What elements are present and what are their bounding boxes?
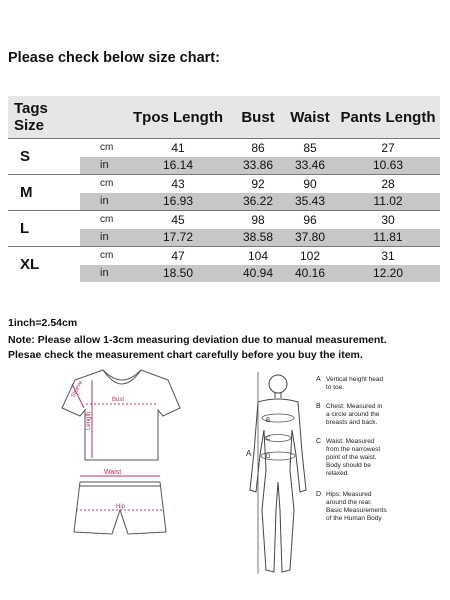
table-cell: 96 [284, 211, 336, 229]
legend-c-line-3: point of the waist. [326, 454, 377, 461]
table-cell: 31 [336, 247, 440, 265]
table-cell: 30 [336, 211, 440, 229]
size-label: S [8, 139, 80, 175]
deviation-note: Note: Please allow 1-3cm measuring deviation due to manual measurement. [8, 334, 387, 346]
legend-d-line-3: Basic Measurements [326, 507, 387, 514]
unit-cell: in [80, 157, 124, 175]
table-cell: 16.93 [124, 193, 232, 211]
legend-c-line-4: Body should be [326, 462, 371, 469]
tags-header-label: Tags [14, 100, 48, 117]
column-header: Waist [284, 96, 336, 139]
table-row [8, 211, 440, 229]
body-guide-legend [316, 376, 387, 522]
table-cell: 37.80 [284, 229, 336, 247]
length-label: Length [86, 411, 92, 430]
hip-label: Hip [116, 504, 126, 510]
body-measure-marks [258, 372, 295, 574]
notes-block [8, 316, 387, 363]
column-header: Bust [232, 96, 284, 139]
legend-c-line-5: relaxed. [326, 470, 350, 477]
conversion-note: 1inch=2.54cm [8, 317, 78, 329]
legend-c-line-2: from the narrowest [326, 446, 381, 453]
table-header-row [8, 96, 440, 139]
unit-cell: cm [80, 139, 124, 157]
legend-b-line-2: a circle around the [326, 411, 380, 418]
table-cell: 27 [336, 139, 440, 157]
tags-size-header [8, 96, 80, 139]
table-cell: 45 [124, 211, 232, 229]
column-header: Pants Length [336, 96, 440, 139]
table-cell: 36.22 [232, 193, 284, 211]
column-header: Tpos Length [124, 96, 232, 139]
unit-header [80, 96, 124, 139]
legend-marker-b: B [316, 403, 321, 410]
table-cell: 18.50 [124, 265, 232, 283]
legend-b-line-1: Chest: Measured in [326, 403, 383, 410]
table-row [8, 247, 440, 265]
table-cell: 40.16 [284, 265, 336, 283]
legend-marker-c: C [316, 438, 322, 445]
table-cell: 11.81 [336, 229, 440, 247]
table-cell: 35.43 [284, 193, 336, 211]
table-cell: 17.72 [124, 229, 232, 247]
table-cell: 102 [284, 247, 336, 265]
table-cell: 16.14 [124, 157, 232, 175]
legend-marker-d: D [316, 491, 322, 498]
table-cell: 40.94 [232, 265, 284, 283]
table-cell: 47 [124, 247, 232, 265]
table-row [8, 175, 440, 193]
unit-cell: cm [80, 211, 124, 229]
page-title: Please check below size chart: [8, 50, 220, 66]
unit-cell: in [80, 229, 124, 247]
size-chart-table [8, 96, 440, 282]
table-cell: 41 [124, 139, 232, 157]
check-note: Plesae check the measurement chart carefully before you buy the item. [8, 349, 363, 361]
marker-d-on-body: D [266, 454, 271, 460]
legend-a-line-2: to toe. [326, 384, 345, 391]
waist-label: Waist [104, 469, 122, 476]
legend-b-line-3: breasts and back. [326, 419, 378, 426]
legend-a-line-1: Vertical height head [326, 376, 384, 383]
legend-c-line-1: Waist: Measured [326, 438, 375, 445]
bust-label: Bust [112, 397, 125, 403]
size-label: M [8, 175, 80, 211]
marker-a: A [246, 449, 252, 458]
table-cell: 28 [336, 175, 440, 193]
table-cell: 33.86 [232, 157, 284, 175]
table-cell: 92 [232, 175, 284, 193]
legend-marker-a: A [316, 376, 321, 383]
table-cell: 90 [284, 175, 336, 193]
table-cell: 85 [284, 139, 336, 157]
unit-cell: cm [80, 175, 124, 193]
sleeve-label: Sleeve [70, 379, 85, 399]
marker-b-on-body: B [266, 418, 271, 424]
unit-cell: in [80, 265, 124, 283]
legend-d-line-1: Hips: Measured [326, 491, 372, 498]
table-cell: 33.46 [284, 157, 336, 175]
unit-cell: in [80, 193, 124, 211]
table-cell: 104 [232, 247, 284, 265]
legend-d-line-4: of the Human Body [326, 515, 382, 522]
marker-c-on-body: C [266, 436, 271, 442]
size-header-label: Size [14, 117, 45, 134]
size-label: L [8, 211, 80, 247]
table-cell: 98 [232, 211, 284, 229]
size-label: XL [8, 247, 80, 283]
unit-cell: cm [80, 247, 124, 265]
legend-d-line-2: around the rear. [326, 499, 372, 506]
table-cell: 11.02 [336, 193, 440, 211]
table-row [8, 139, 440, 157]
table-cell: 10.63 [336, 157, 440, 175]
table-cell: 86 [232, 139, 284, 157]
table-cell: 43 [124, 175, 232, 193]
measurement-illustration [0, 360, 450, 590]
table-cell: 12.20 [336, 265, 440, 283]
table-cell: 38.58 [232, 229, 284, 247]
